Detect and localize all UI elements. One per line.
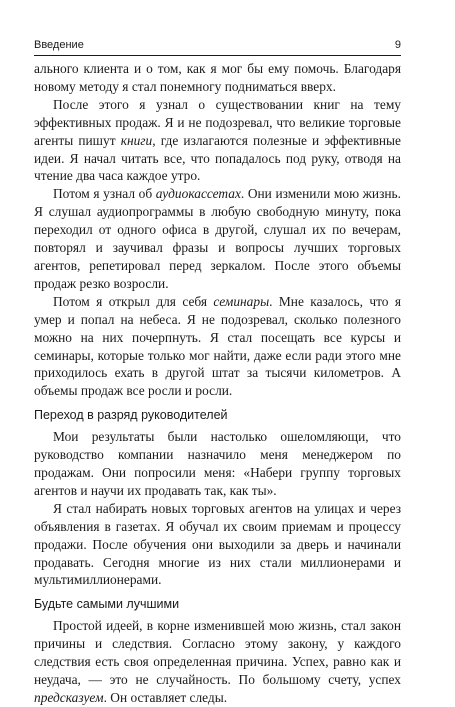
text-run: Простой идеей, в корне изменившей мою жизнь, стал закон причины и следствия. Согласно этому закону, у каждого следствия есть своя определенная причина. Успех, равно как и неудача, — это не случайность. По большому счету, успех [34,618,401,688]
paragraph [34,60,401,96]
section-heading: Будьте самыми лучшими [34,597,180,612]
text-run: . Они изменили мою жизнь. Я слушал аудиопрограммы в любую свободную минуту, пока переходил от одного офиса в другой, слушал их по вечерам, повторял и заучивал фразы и вопросы лучших торговых агентов, репетировал перед зеркалом. После этого объемы продаж резко возросли. [34,186,402,291]
paragraph [34,500,401,590]
text-run: Потом я узнал об [53,186,156,202]
paragraph [34,293,401,400]
body-text [34,60,401,707]
text-run: Я стал набирать новых торговых агентов на улицах и через объявления в газетах. Я обучал их своим приемам и процессу продажи. После обучения они выходили за дверь и начинали продавать. Сегодня многие из них стали миллионерами и мультимиллионерами. [34,500,401,588]
paragraph [34,428,401,500]
page-number: 9 [394,39,401,51]
text-run: Потом я открыл для себя [53,293,214,309]
text-run: , где излагаются полезные и эффективные идеи. Я начал читать все, что попадалось под руку, отводя на чтение два часа каждое утро. [34,132,401,184]
section-heading: Переход в разряд руководителей [34,408,228,423]
text-run: После этого я узнал о существовании книг на тему эффективных продаж. Я и не подозревал, что великие торговые агенты пишут [34,96,401,148]
paragraph [34,185,401,292]
paragraph [34,617,401,707]
italic-text: предсказуем [34,690,104,705]
italic-text: книги [120,132,153,148]
italic-text: аудиокассетах [155,186,241,202]
running-head [34,38,401,56]
book-page [34,38,401,707]
text-run: . Мне казалось, что я умер и попал на небеса. Я не подозревал, сколько полезного можно на них почерпнуть. Я стал посещать все курсы и семинары, которые только мог найти, даже если ради этого мне приходилось ехать в другой штат за тысячи километров. А объемы продаж все росли и росли. [34,293,401,399]
paragraph [34,96,401,186]
chapter-title: Введение [34,39,84,51]
italic-text: семинары [213,293,270,309]
text-run: . Он оставляет следы. [103,690,228,705]
text-run: Мои результаты были настолько ошеломляющи, что руководство компании назначило меня менеджером по продажам. Они попросили меня: «Набери группу торговых агентов и научи их продавать так, как ты». [34,429,401,498]
text-run: ального клиента и о том, как я мог бы ему помочь. Благодаря новому методу я стал понемногу подниматься вверх. [34,61,401,94]
